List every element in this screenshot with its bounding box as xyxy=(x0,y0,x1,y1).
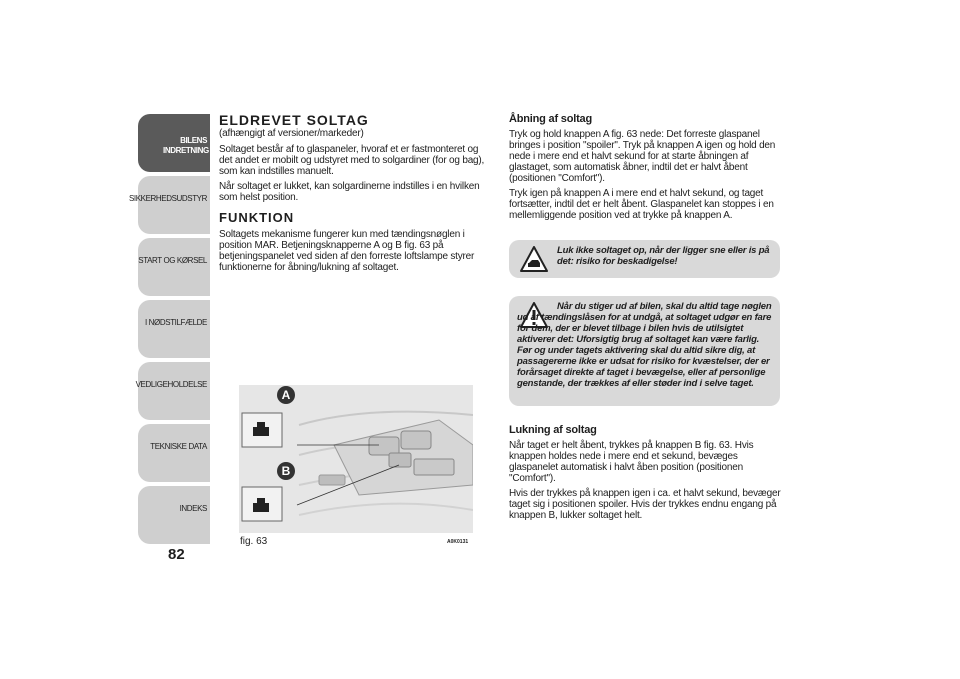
tab-sikkerhedsudstyr[interactable] xyxy=(128,176,210,234)
tab-indeks[interactable] xyxy=(138,486,210,544)
warning-text: Luk ikke soltaget op, når der ligger sne eller is på det: risiko for beskadigelse! xyxy=(557,245,770,267)
tab-i-nodstilfaelde[interactable] xyxy=(138,300,210,358)
left-column xyxy=(219,113,494,277)
paragraph: Når soltaget er lukket, kan solgardinerne indstilles i en hvilken som helst position. xyxy=(219,181,480,203)
heading-open: Åbning af soltag xyxy=(509,113,592,125)
tab-label: INDEKS xyxy=(179,504,207,513)
right-column xyxy=(509,113,781,225)
section-subtitle: (afhængigt af versioner/markeder) xyxy=(219,128,364,139)
page-number: 82 xyxy=(168,546,185,563)
paragraph: Soltaget består af to glaspaneler, hvoraf et er fastmonteret og det andet er mobilt og udstyret med to solgardiner (for og bag), som kan indstilles manuelt. xyxy=(219,144,485,177)
right-column-lower xyxy=(509,424,781,525)
tab-start-og-korsel[interactable] xyxy=(138,238,210,296)
warning-text: Når du stiger ud af bilen, skal du altid tage nøglen ud af tændingslåsen for at undgå, at soltaget udgør en fare for dem, der er blevet tilbage i bilen hvis de utilsigtet aktiverer det: Uforsigtig brug af soltaget kan være farlig. Før og under tagets aktivering skal du altid sikre dig, at passagererne ikke er udsat for risiko for kvæstelser, der er forårsaget direkte af taget i bevægelse, eller af personlige genstande, der trækkes af eller støder ind i selve taget. xyxy=(517,301,772,389)
paragraph: Tryk og hold knappen A fig. 63 nede: Det forreste glaspanel bringes i position "spoiler". Tryk på knappen A igen og hold den nede i mere end et halvt sekund for at starte åbningen af glastaget, som automatisk åbner, indtil det er halvt åbent (positionen "Comfort"). xyxy=(509,129,776,184)
tab-tekniske-data[interactable] xyxy=(138,424,210,482)
warning-box-key xyxy=(509,296,780,406)
tab-label: BILENS INDRETNING xyxy=(163,136,209,155)
heading-close: Lukning af soltag xyxy=(509,424,597,436)
subsection-title: FUNKTION xyxy=(219,210,295,225)
roof-warning-icon xyxy=(520,246,548,277)
tab-label: SIKKERHEDSUDSTYR xyxy=(128,194,207,203)
sunroof-control-illustration xyxy=(239,385,473,533)
warning-box-snow xyxy=(509,240,780,278)
figure-code: A0K0131 xyxy=(447,539,469,545)
section-title: ELDREVET SOLTAG xyxy=(219,112,369,128)
chapter-tabs xyxy=(128,114,210,548)
label-a: A xyxy=(281,388,291,402)
tab-label: START OG KØRSEL xyxy=(138,256,207,265)
tab-vedligeholdelse[interactable] xyxy=(135,362,210,420)
tab-label: I NØDSTILFÆLDE xyxy=(145,318,207,327)
tab-label: TEKNISKE DATA xyxy=(150,442,207,451)
paragraph: Soltagets mekanisme fungerer kun med tændingsnøglen i position MAR. Betjeningsknapperne A og B fig. 63 på betjeningspanelet ved siden af den forreste loftslampe styrer funktionerne for åbning/lukning af soltaget. xyxy=(219,229,475,273)
paragraph: Hvis der trykkes på knappen igen i ca. et halvt sekund, bevæger taget sig i positionen spoiler. Hvis der trykkes endnu engang på knappen B, lukker soltaget helt. xyxy=(509,488,781,521)
tab-bilens-indretning[interactable] xyxy=(138,114,210,172)
tab-label: VEDLIGEHOLDELSE xyxy=(135,380,207,389)
figure-sunroof-controls xyxy=(239,385,473,533)
figure-caption: fig. 63 xyxy=(240,536,268,547)
label-b: B xyxy=(281,464,291,478)
paragraph: Når taget er helt åbent, trykkes på knappen B fig. 63. Hvis knappen holdes nede i mere end et sekund, bevæges glaspanelet automatisk i halvt åben position (positionen "Comfort"). xyxy=(509,440,754,484)
paragraph: Tryk igen på knappen A i mere end et halvt sekund, og taget fortsætter, indtil det er helt åbent. Glaspanelet kan stoppes i en mellemliggende position ved at trykke på knappen A. xyxy=(509,188,774,221)
